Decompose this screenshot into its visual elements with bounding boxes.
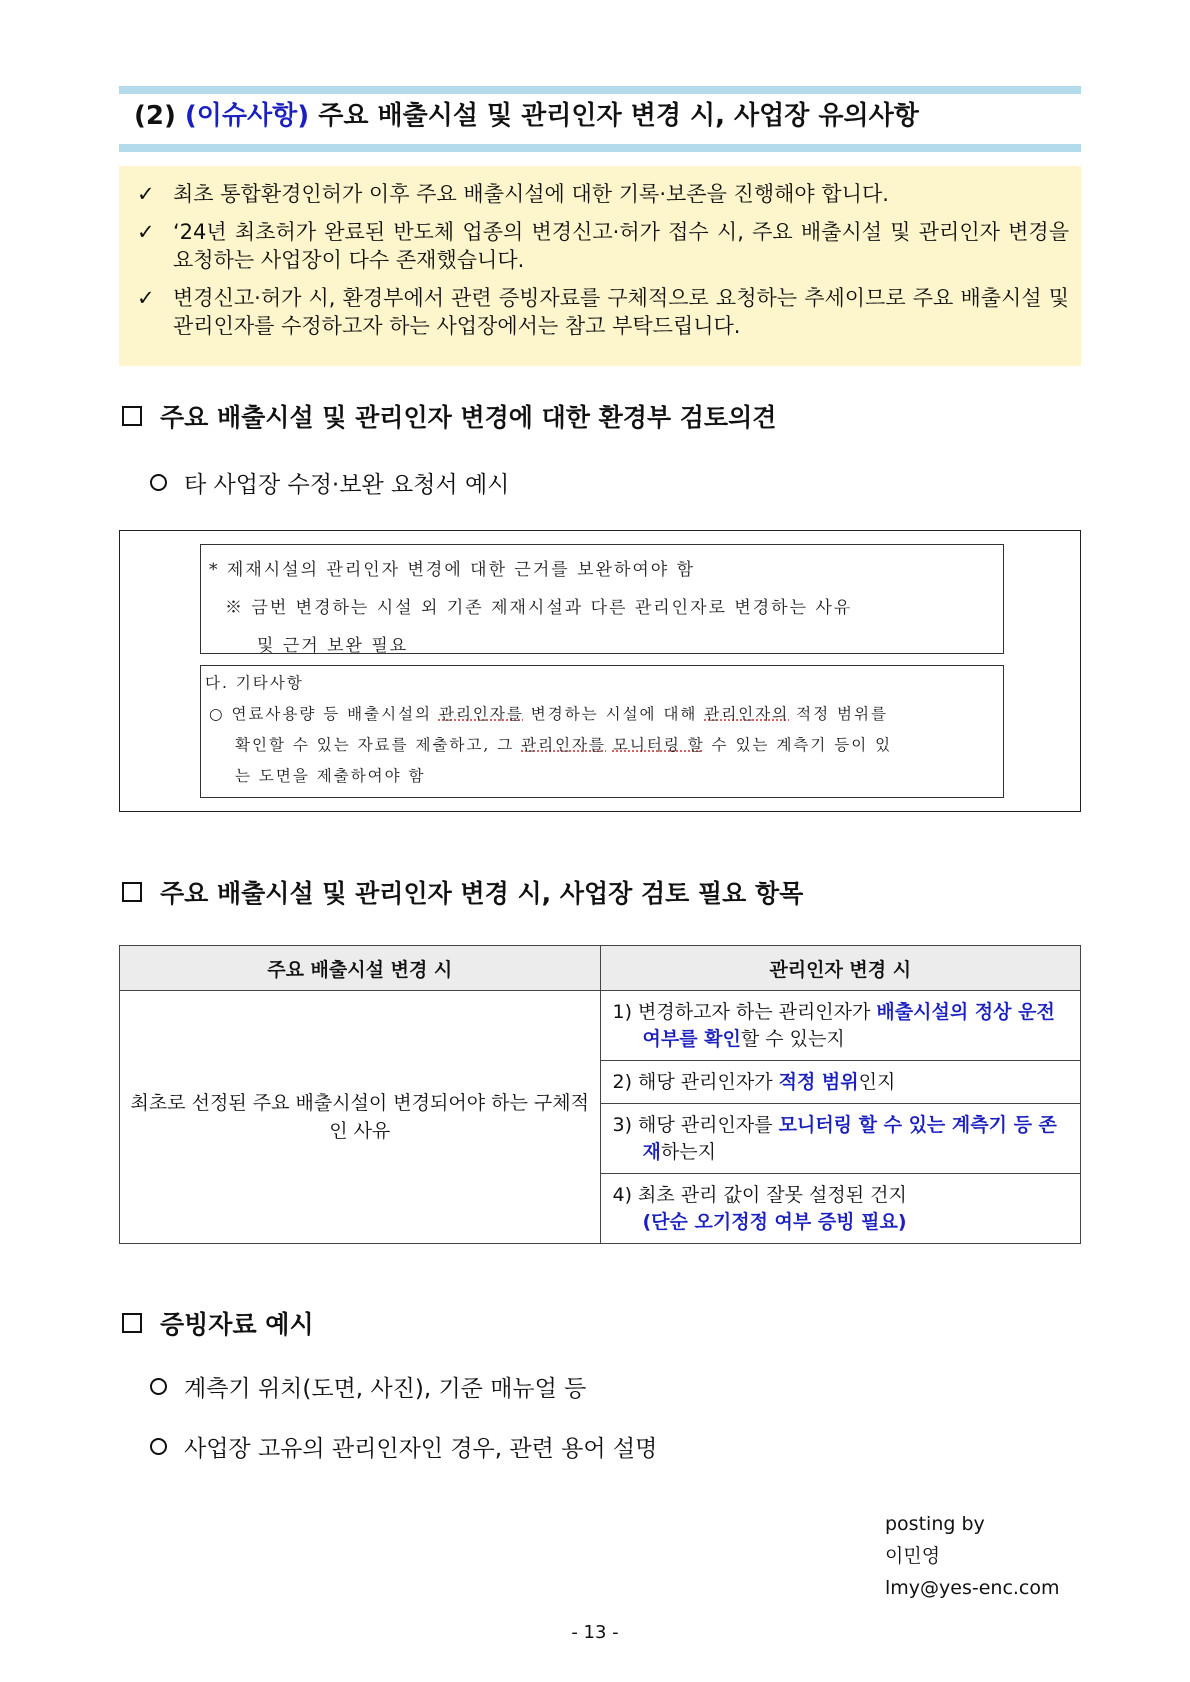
table-cell-item xyxy=(600,1061,1081,1104)
notice-box xyxy=(119,166,1081,366)
example-line: ※ 금번 변경하는 시설 외 기존 제재시설과 다른 관리인자로 변경하는 사유 xyxy=(225,598,853,618)
notice-item xyxy=(137,180,1069,208)
example-text: 확인할 수 있는 자료를 제출하고, 그 xyxy=(235,736,515,754)
example-underlined: 모니터링 할 xyxy=(612,736,705,754)
table-row xyxy=(120,991,1081,1061)
example-heading: 다. 기타사항 xyxy=(205,674,304,692)
posting-label: posting by xyxy=(885,1513,985,1535)
evidence-item xyxy=(150,1430,657,1463)
example-line xyxy=(205,699,999,730)
evidence-item-text: 계측기 위치(도면, 사진), 기준 매뉴얼 등 xyxy=(184,1376,587,1402)
title-top-rule xyxy=(119,86,1081,94)
example-text: 수 있는 계측기 등이 있 xyxy=(711,736,893,754)
notice-text: ‘24년 최초허가 완료된 반도체 업종의 변경신고·허가 접수 시, 주요 배출시설 및 관리인자 변경을 요청하는 사업장이 다수 존재했습니다. xyxy=(173,220,1069,272)
title-number: (2) xyxy=(134,101,176,131)
item-emphasis: (단순 오기정정 여부 증빙 필요) xyxy=(642,1210,907,1233)
circle-bullet-icon xyxy=(150,1378,167,1395)
item-emphasis: 배출시설의 정상 운전 여부를 확인 xyxy=(642,1000,1055,1050)
checkbox-square-icon xyxy=(122,1313,142,1333)
subheading-example xyxy=(150,466,509,499)
item-text: 2) 해당 관리인자가 xyxy=(612,1070,773,1093)
check-icon: ✓ xyxy=(137,182,155,206)
check-icon: ✓ xyxy=(137,286,155,310)
circle-bullet-icon xyxy=(150,474,167,491)
example-text: 변경하는 시설에 대해 xyxy=(530,705,698,723)
item-text: 4) 최초 관리 값이 잘못 설정된 건지 xyxy=(612,1183,907,1206)
table-header: 주요 배출시설 변경 시 xyxy=(120,946,601,991)
page-title xyxy=(119,94,1081,144)
notice-text: 최초 통합환경인허가 이후 주요 배출시설에 대한 기록·보존을 진행해야 합니다. xyxy=(173,182,889,206)
section-heading-review-items xyxy=(122,874,803,910)
item-emphasis: 적정 범위 xyxy=(778,1070,859,1093)
item-text: 하는지 xyxy=(660,1140,716,1163)
checkbox-square-icon xyxy=(122,882,142,902)
review-items-table xyxy=(119,945,1081,1244)
table-header: 관리인자 변경 시 xyxy=(600,946,1081,991)
subheading-text: 타 사업장 수정·보완 요청서 예시 xyxy=(184,472,510,498)
example-line: * 제재시설의 관리인자 변경에 대한 근거를 보완하여야 함 xyxy=(209,560,696,580)
page-number: - 13 - xyxy=(571,1622,619,1643)
author-name: 이민영 xyxy=(885,1545,941,1567)
table-cell-item xyxy=(600,1174,1081,1244)
example-text: 연료사용량 등 배출시설의 xyxy=(231,705,433,723)
evidence-item xyxy=(150,1370,586,1403)
author-email: lmy@yes-enc.com xyxy=(885,1577,1060,1599)
example-underlined: 관리인자의 xyxy=(704,705,790,723)
title-band xyxy=(119,86,1081,152)
evidence-item-text: 사업장 고유의 관리인자인 경우, 관련 용어 설명 xyxy=(184,1436,658,1462)
example-line: 는 도면을 제출하여야 함 xyxy=(235,767,426,785)
check-icon: ✓ xyxy=(137,220,155,244)
item-text: 3) 해당 관리인자를 xyxy=(612,1113,773,1136)
example-box-2 xyxy=(200,665,1004,798)
section-heading-evidence xyxy=(122,1305,314,1341)
section-heading-text: 주요 배출시설 및 관리인자 변경 시, 사업장 검토 필요 항목 xyxy=(160,879,804,908)
notice-item xyxy=(137,284,1069,340)
example-box-1 xyxy=(200,544,1004,654)
title-bottom-rule xyxy=(119,144,1081,152)
title-text: 주요 배출시설 및 관리인자 변경 시, 사업장 유의사항 xyxy=(318,101,919,131)
table-header-row xyxy=(120,946,1081,991)
item-text: 인지 xyxy=(858,1070,896,1093)
notice-text: 변경신고·허가 시, 환경부에서 관련 증빙자료를 구체적으로 요청하는 추세이므로 주요 배출시설 및 관리인자를 수정하고자 하는 사업장에서는 참고 부탁드립니다. xyxy=(173,286,1069,338)
item-text: 1) 변경하고자 하는 관리인자가 xyxy=(612,1000,871,1023)
example-underlined: 관리인자를 xyxy=(521,736,606,754)
example-line: 및 근거 보완 필요 xyxy=(257,636,409,656)
bullet-icon: ○ xyxy=(209,705,225,723)
example-line xyxy=(205,730,999,761)
title-issue-tag: (이슈사항) xyxy=(184,101,310,131)
section-heading-text: 증빙자료 예시 xyxy=(160,1310,314,1339)
notice-item xyxy=(137,218,1069,274)
table-cell-facility-reason: 최초로 선정된 주요 배출시설이 변경되어야 하는 구체적인 사유 xyxy=(120,991,601,1244)
table-cell-item xyxy=(600,991,1081,1061)
table-cell-item xyxy=(600,1104,1081,1174)
section-heading-text: 주요 배출시설 및 관리인자 변경에 대한 환경부 검토의견 xyxy=(160,403,777,432)
section-heading-review-opinion xyxy=(122,398,776,434)
example-document-frame xyxy=(119,530,1081,812)
circle-bullet-icon xyxy=(150,1438,167,1455)
checkbox-square-icon xyxy=(122,406,142,426)
item-text: 할 수 있는지 xyxy=(740,1027,845,1050)
item-emphasis: 모니터링 할 수 있는 계측기 등 존재 xyxy=(642,1113,1057,1163)
example-underlined: 관리인자를 xyxy=(438,705,524,723)
example-text: 적정 범위를 xyxy=(796,705,888,723)
signature-block xyxy=(885,1508,1060,1604)
